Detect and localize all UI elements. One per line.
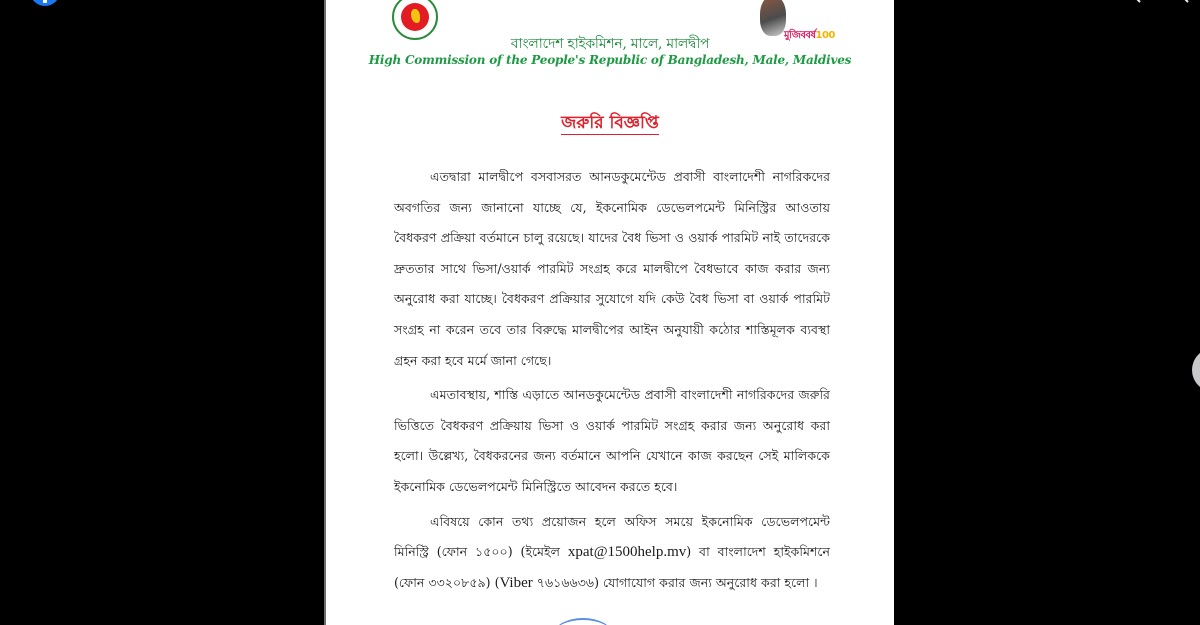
paragraph-3-text: এবিষয়ে কোন তথ্য প্রয়োজন হলে অফিস সময়ে ইকনোমিক ডেভেলপমেন্ট মিনিস্ট্রি (ফোন ১৫০০) (ইমেইল	[394, 513, 830, 560]
notice-title: জরুরি বিজ্ঞপ্তি	[561, 113, 659, 133]
portrait-image	[760, 0, 786, 36]
viewer-toolbar	[1080, 0, 1200, 20]
notice-paragraph-3	[394, 507, 830, 599]
high-commission-title-en: High Commission of the People's Republic of Bangladesh, Male, Maldives	[368, 53, 852, 67]
expand-icon[interactable]	[1180, 0, 1194, 6]
high-commission-title-bn: বাংলাদেশ হাইকমিশন, মালে, মালদ্বীপ	[510, 36, 710, 52]
notice-paragraph-1: এতদ্বারা মালদ্বীপে বসবাসরত আনডকুমেন্টেড প্রবাসী বাংলাদেশী নাগরিকদের অবগতির জন্য জানানো যাচ্ছে যে, ইকনোমিক ডেভেলপমেন্ট মিনিস্ট্রির আওতায় বৈধকরণ প্রক্রিয়া বর্তমানে চালু রয়েছে। যাদের বৈধ ভিসা ও ওয়ার্ক পারমিট নাই তাদেরকে দ্রুততার সাথে ভিসা/ওয়ার্ক পারমিট সংগ্রহ করে মালদ্বীপে বৈধভাবে কাজ করার জন্য অনুরোধ করা যাচ্ছে। বৈধকরণ প্রক্রিয়ার সুযোগে যদি কেউ বৈধ ভিসা বা ওয়ার্ক পারমিট সংগ্রহ না করেন তবে তার বিরুদ্ধে মালদ্বীপের আইন অনুযায়ী কঠোর শাস্তিমূলক ব্যবস্থা গ্রহন করা হবে মর্মে জানা গেছে।	[394, 169, 830, 368]
official-seal-icon	[554, 618, 612, 625]
notice-body	[394, 162, 830, 598]
viber-label: Viber	[499, 574, 533, 591]
mujib-logo-text: মুজিববর্ষ	[784, 30, 816, 41]
paragraph-3-text: ) বা বাংলাদেশ হাইকমিশনে (ফোন ৩৩২০৮৫৯) (	[394, 544, 830, 590]
notice-paragraph-2: এমতাবস্থায়, শাস্তি এড়াতে আনডকুমেন্টেড প্রবাসী বাংলাদেশী নাগরিকদের জরুরি ভিত্তিতে বৈধকরণ প্রক্রিয়ায় ভিসা ও ওয়ার্ক পারমিট সংগ্রহ করার জন্য অনুরোধ করা হলো। উল্লেখ্য, বৈধকরনের জন্য বর্তমানে আপনি যেখানে কাজ করছেন সেই মালিককে ইকনোমিক ডেভেলপমেন্ট মিনিস্ট্রিতে আবেদন করতে হবে।	[394, 387, 830, 494]
email-address: xpat@1500help.mv	[567, 544, 687, 561]
mujib-logo-number: 100	[815, 30, 835, 41]
paragraph-3-text: ৭৬১৬৬৩৬) যোগাযোগ করার জন্য অনুরোধ করা হলো ।	[532, 574, 818, 590]
zoom-icon[interactable]	[1132, 0, 1146, 6]
next-photo-button[interactable]	[1192, 348, 1200, 392]
notice-document	[324, 0, 894, 625]
facebook-icon[interactable]	[30, 0, 60, 6]
